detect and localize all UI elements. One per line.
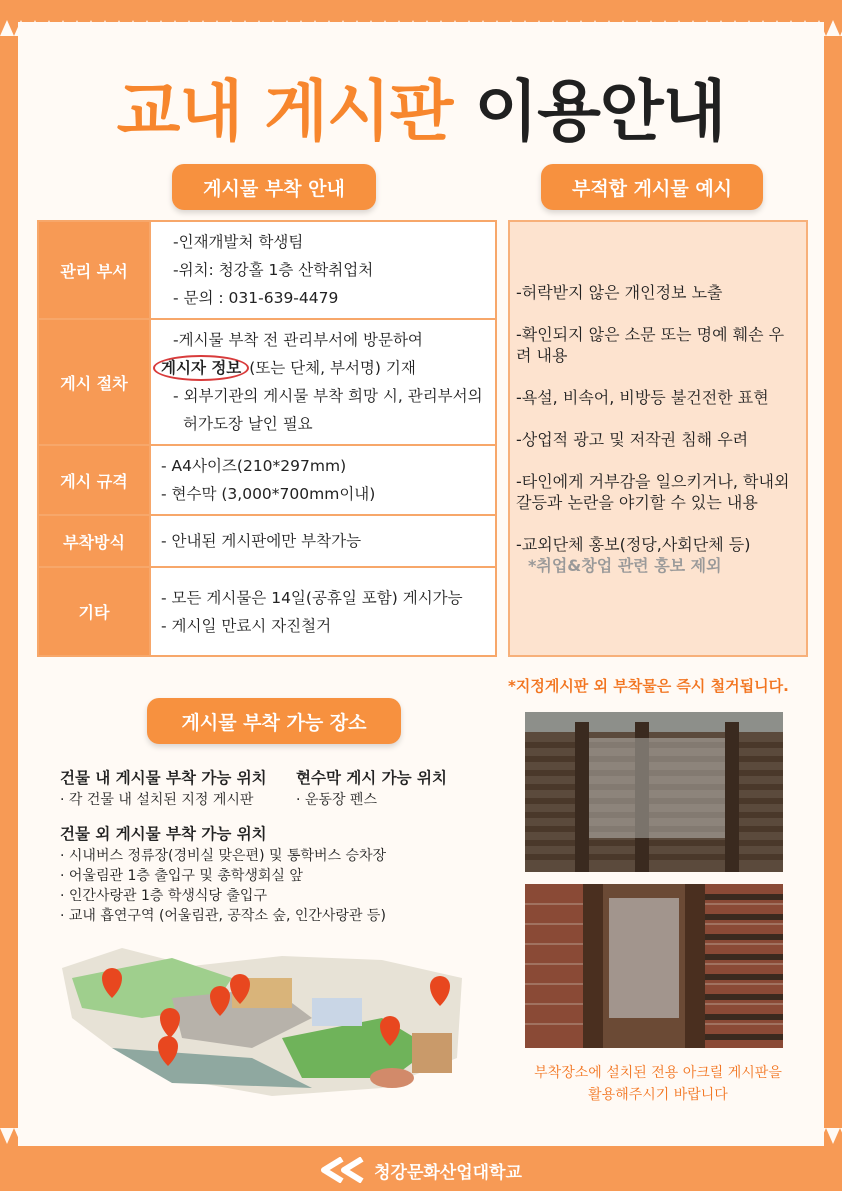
method-label: 부착방식 [38, 515, 150, 567]
outside-item: · 어울림관 1층 출입구 및 총학생회실 앞 [60, 868, 303, 884]
college-name: 청강문화산업대학교 [374, 1162, 522, 1183]
dept-line: -인재개발처 학생팀 [173, 233, 304, 251]
section-locations-header: 게시물 부착 가능 장소 [147, 698, 401, 744]
table-row-dept [38, 221, 496, 319]
unsuitable-item: -타인에게 거부감을 일으키거나, 학내외 갈등과 논란을 야기할 수 있는 내용 [516, 472, 790, 512]
attach-info-table [37, 220, 497, 657]
unsuitable-note: *취업&창업 관련 홍보 제외 [528, 556, 722, 575]
unsuitable-item: -상업적 광고 및 저작권 침해 우려 [516, 430, 749, 449]
procedure-line: -게시물 부착 전 관리부서에 방문하여 [173, 331, 423, 349]
caption-line: 활용해주시기 바랍니다 [588, 1087, 728, 1103]
dept-label: 관리 부서 [38, 221, 150, 319]
dept-value [150, 221, 496, 319]
procedure-line: (또는 단체, 부서명) 기재 [249, 359, 416, 377]
outside-item: · 시내버스 정류장(경비실 맞은편) 및 통학버스 승차장 [60, 848, 387, 864]
dept-line: - 문의 : 031-639-4479 [173, 289, 339, 307]
unsuitable-item: -확인되지 않은 소문 또는 명예 훼손 우려 내용 [516, 325, 785, 365]
inside-item: · 각 건물 내 설치된 지정 게시판 [60, 792, 254, 808]
unsuitable-item: -교외단체 홍보(정당,사회단체 등) [516, 535, 751, 554]
title-part1: 교내 게시판 [116, 73, 453, 150]
table-row-procedure [38, 319, 496, 445]
etc-line: - 모든 게시물은 14일(공휴일 포함) 게시가능 [161, 588, 463, 607]
unsuitable-list [508, 220, 808, 657]
section-unsuitable-header: 부적합 게시물 예시 [541, 164, 763, 210]
procedure-line: 허가도장 날인 필요 [183, 415, 313, 433]
spec-line: - 현수막 (3,000*700mm이내) [161, 485, 376, 503]
banner-item: · 운동장 펜스 [296, 792, 377, 808]
table-row-etc [38, 567, 496, 656]
banner-title: 현수막 게시 가능 위치 [296, 769, 447, 787]
zigzag-top-border [0, 14, 842, 36]
table-row-method [38, 515, 496, 567]
acrylic-board-photo-1 [525, 712, 783, 872]
table-row-spec [38, 445, 496, 515]
dept-line: -위치: 청강홀 1층 산학취업처 [173, 261, 374, 279]
circled-poster-info: 게시자 정보 [153, 355, 249, 381]
procedure-label: 게시 절차 [38, 319, 150, 445]
inside-locations [60, 766, 267, 810]
unsuitable-item: -욕설, 비속어, 비방등 불건전한 표현 [516, 388, 769, 407]
spec-label: 게시 규격 [38, 445, 150, 515]
section-attach-info-header: 게시물 부착 안내 [172, 164, 376, 210]
etc-value [150, 567, 496, 656]
procedure-line: - 외부기관의 게시물 부착 희망 시, 관리부서의 [173, 387, 483, 405]
outside-item: · 인간사랑관 1층 학생식당 출입구 [60, 888, 267, 904]
outside-item: · 교내 흡연구역 (어울림관, 공작소 숲, 인간사랑관 등) [60, 908, 386, 924]
main-title [0, 58, 842, 153]
zigzag-bottom-border [0, 1128, 842, 1150]
outside-title: 건물 외 게시물 부착 가능 위치 [60, 825, 267, 843]
method-value: - 안내된 게시판에만 부착가능 [150, 515, 496, 567]
banner-locations [296, 766, 447, 810]
etc-label: 기타 [38, 567, 150, 656]
etc-line: - 게시일 만료시 자진철거 [161, 616, 332, 635]
footer [0, 1152, 842, 1188]
spec-line: - A4사이즈(210*297mm) [161, 457, 347, 475]
board-caption [508, 1062, 808, 1106]
unsuitable-item: -허락받지 않은 개인정보 노출 [516, 283, 723, 302]
campus-map-image [52, 938, 472, 1102]
removal-warning: *지정게시판 외 부착물은 즉시 철거됩니다. [508, 677, 789, 695]
outside-locations [60, 822, 386, 926]
title-part2: 이용안내 [474, 73, 726, 150]
acrylic-board-photo-2 [525, 884, 783, 1048]
college-logo-icon [320, 1157, 366, 1183]
procedure-value [150, 319, 496, 445]
spec-value [150, 445, 496, 515]
inside-title: 건물 내 게시물 부착 가능 위치 [60, 769, 267, 787]
caption-line: 부착장소에 설치된 전용 아크릴 게시판을 [534, 1065, 782, 1081]
